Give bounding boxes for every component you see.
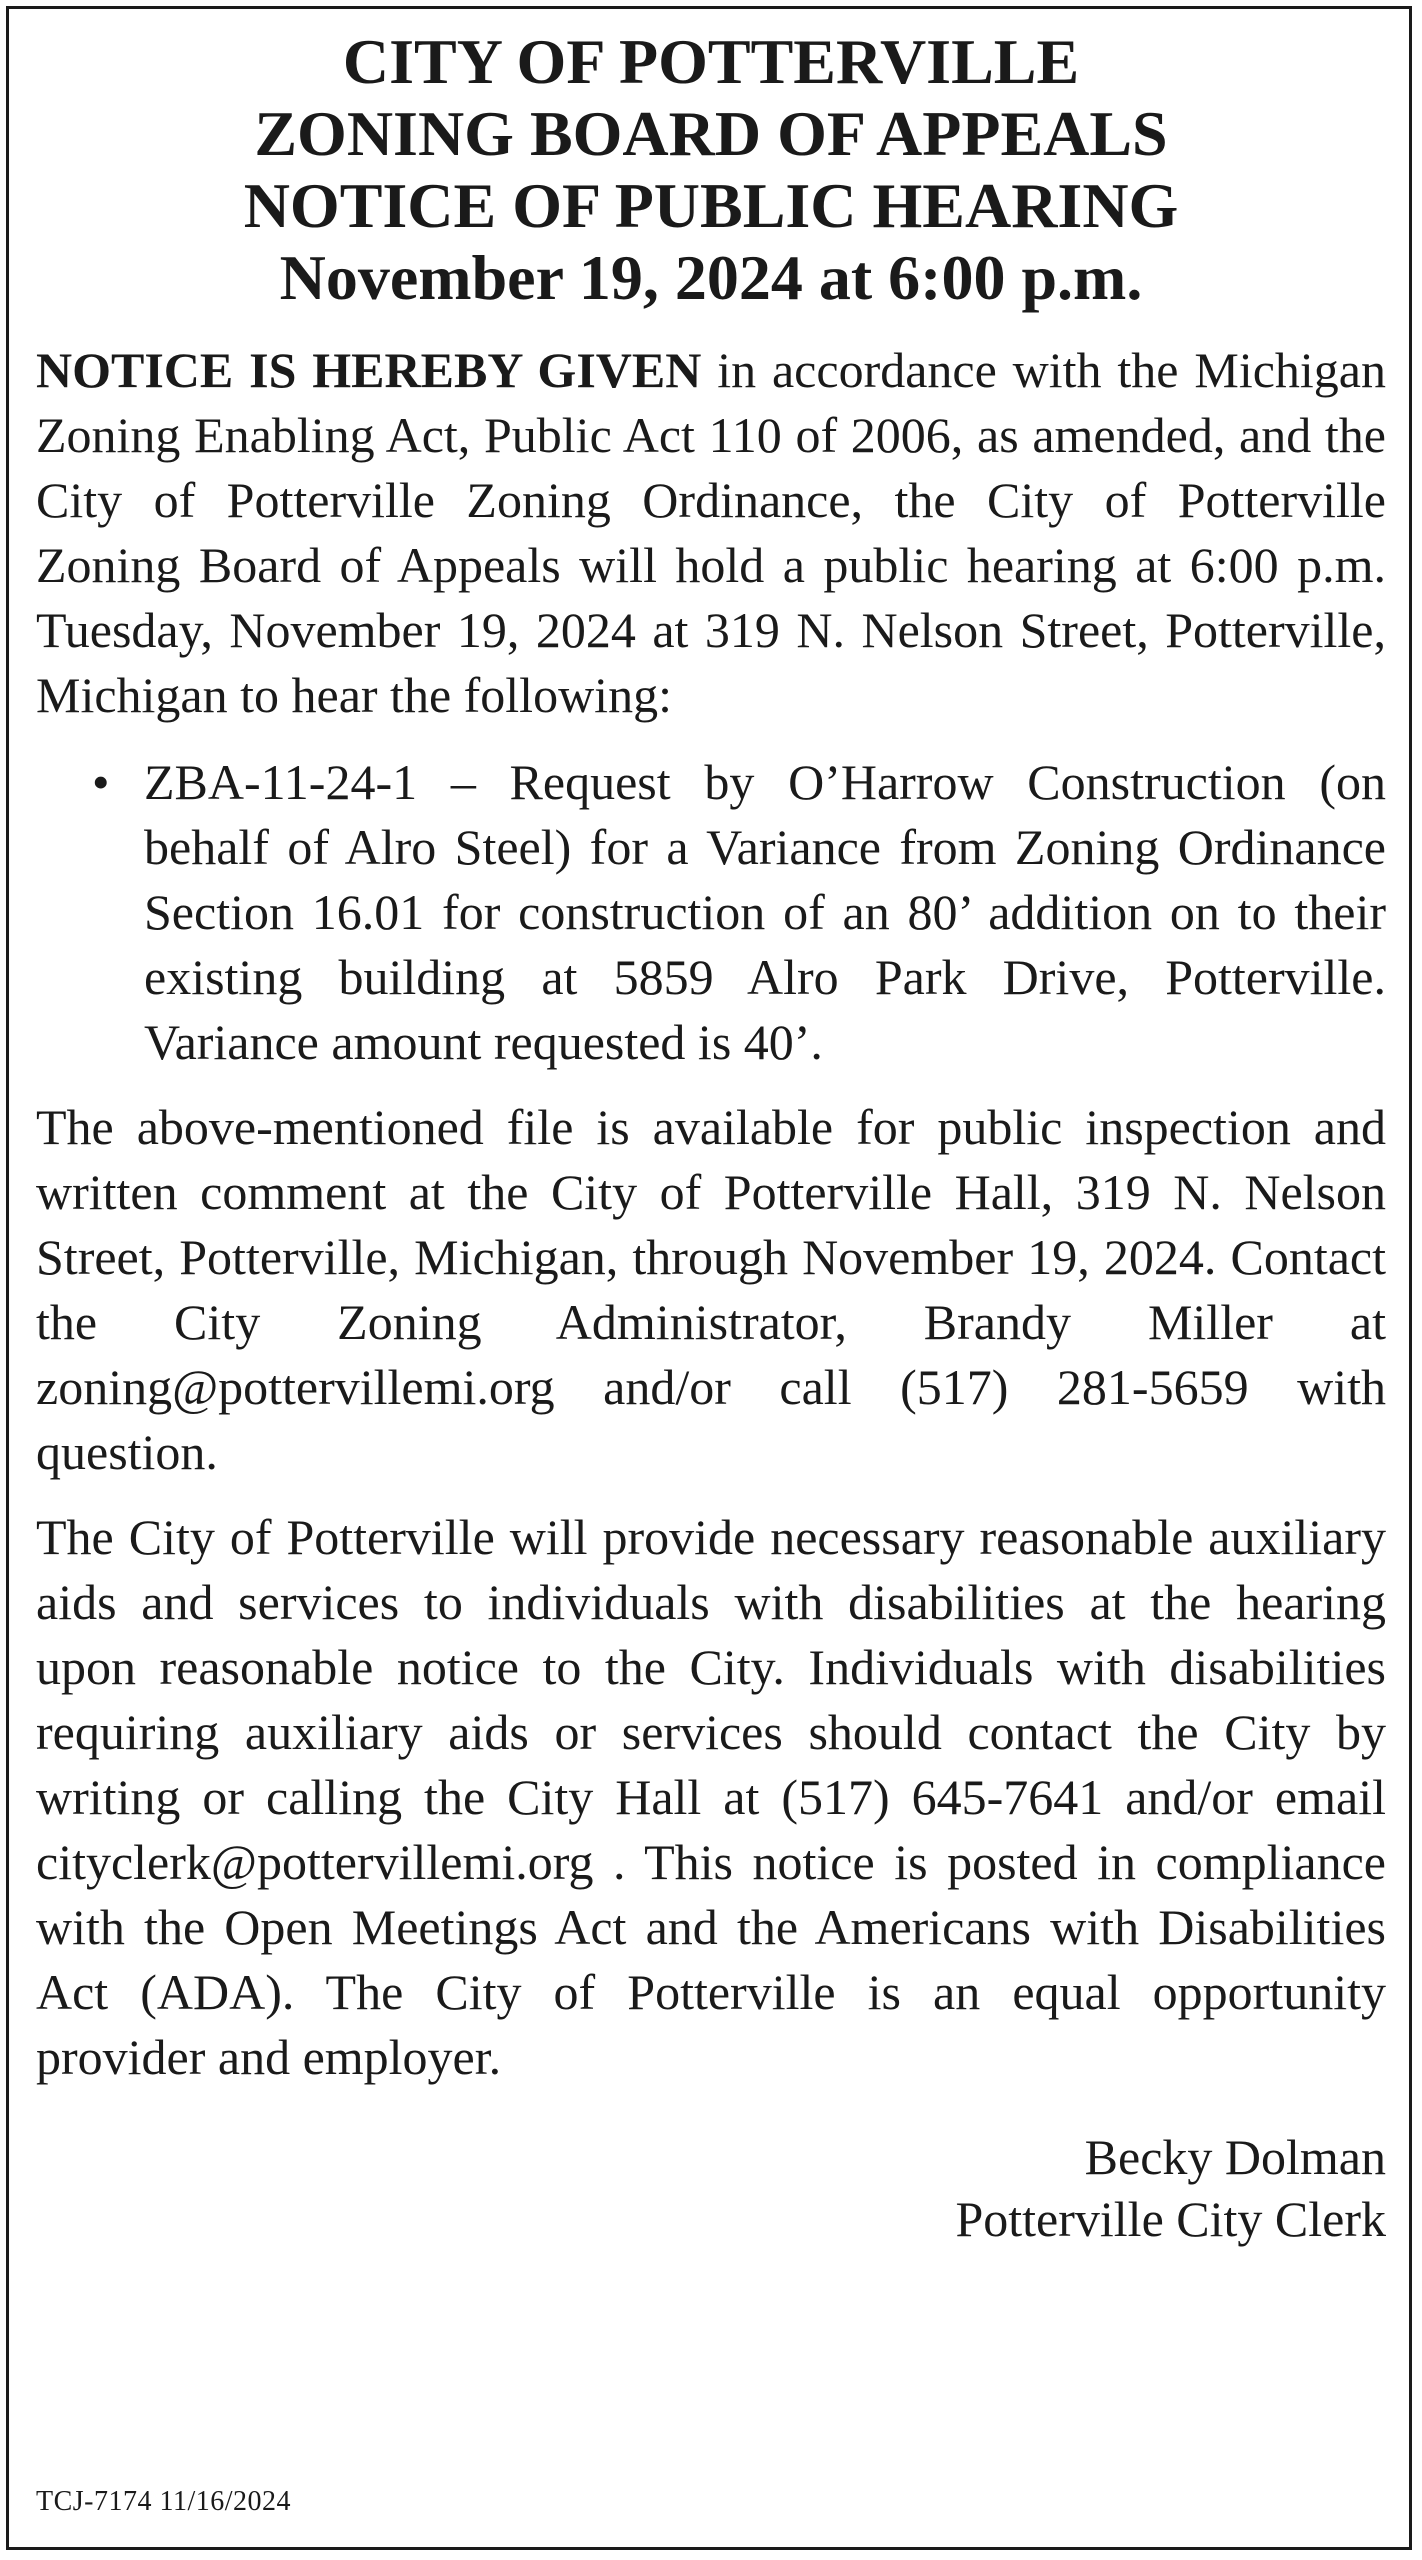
notice-header [36,26,1386,314]
intro-paragraph [36,338,1386,728]
bullet-icon: • [92,754,110,810]
header-city: CITY OF POTTERVILLE [342,26,1080,97]
notice-content [36,26,1386,2250]
inspection-paragraph: The above-mentioned file is available for public inspection and written comment at the City of Potterville Hall, 319 N. Nelson Street, Potterville, Michigan, through November 19, 2024. Contact the City Zoning Administrator, Brandy Miller at zoning@pottervillemi.org and/or call (517) 281-5659 with question. [36,1099,1386,1480]
header-date: November 19, 2024 at 6:00 p.m. [279,242,1143,313]
signature-title: Potterville City Clerk [955,2191,1386,2247]
list-item [92,750,1386,1075]
intro-text: in accordance with the Michigan Zoning Enabling Act, Public Act 110 of 2006, as amended, and the City of Potterville Zoning Ordinance, the City of Potterville Zoning Board of Appeals will hold a public hearing at 6:00 p.m. Tuesday, November 19, 2024 at 319 N. Nelson Street, Potterville, Michigan to hear the following: [36,342,1386,723]
signature-name: Becky Dolman [1084,2129,1386,2185]
hearing-items-list [36,750,1386,1075]
publication-reference: TCJ-7174 11/16/2024 [36,2486,292,2517]
ada-paragraph: The City of Potterville will provide necessary reasonable auxiliary aids and services to individuals with disabilities at the hearing upon reasonable notice to the City. Individuals with disabilities requiring auxiliary aids or services should contact the City by writing or calling the City Hall at (517) 645-7641 and/or email cityclerk@pottervillemi.​org . This notice is posted in compliance with the Open Meetings Act and the Americans with Disabilities Act (ADA). The City of Potterville is an equal opportunity provider and employer. [36,1509,1386,2085]
header-notice-title: NOTICE OF PUBLIC HEARING [243,170,1179,241]
header-board: ZONING BOARD OF APPEALS [254,98,1168,169]
intro-lead: NOTICE IS HEREBY GIVEN [36,342,702,398]
signature-block [36,2126,1386,2250]
list-item-text: ZBA-11-24-1 – Request by O’Harrow Construction (on behalf of Alro Steel) for a Variance from Zoning Ordinance Section 16.01 for construction of an 80’ addition on to their existing building at 5859 Alro Park Drive, Potterville. Variance amount requested is 40’. [144,754,1386,1070]
